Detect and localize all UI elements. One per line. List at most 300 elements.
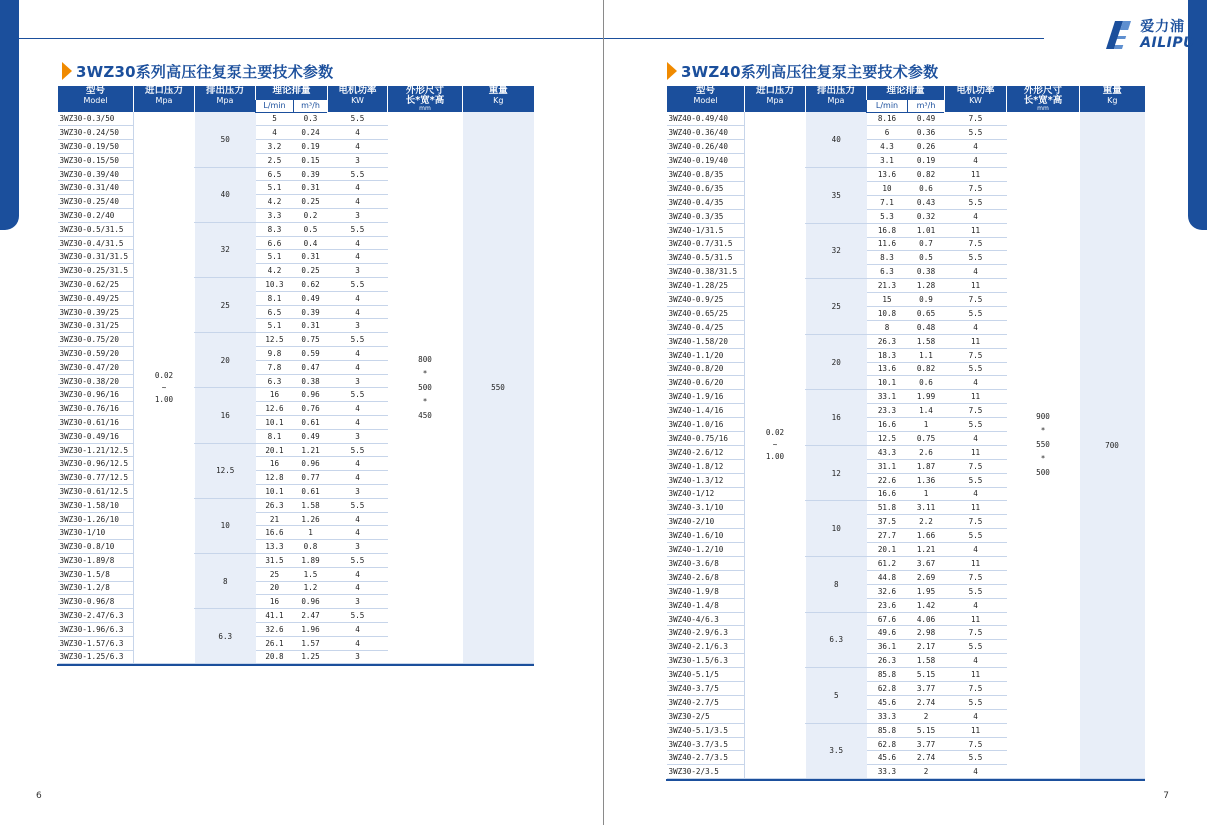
model-cell: 3WZ40-5.1/3.5: [667, 723, 745, 737]
power-cell: 11: [945, 501, 1007, 515]
power-cell: 5.5: [328, 278, 388, 292]
flow-m3h-cell: 1.58: [908, 654, 945, 668]
model-cell: 3WZ30-0.31/25: [58, 319, 134, 333]
model-cell: 3WZ40-2.6/12: [667, 445, 745, 459]
flow-lmin-cell: 49.6: [867, 626, 908, 640]
power-cell: 4: [945, 487, 1007, 501]
flow-lmin-cell: 26.3: [867, 654, 908, 668]
power-cell: 5.5: [328, 443, 388, 457]
inlet-pressure-line: ~: [161, 382, 167, 392]
model-cell: 3WZ30-1.2/8: [58, 581, 134, 595]
power-cell: 7.5: [945, 737, 1007, 751]
model-cell: 3WZ40-1.4/16: [667, 404, 745, 418]
power-cell: 4: [945, 598, 1007, 612]
power-cell: 4: [328, 291, 388, 305]
col-power-cn: 电机功率: [956, 85, 995, 96]
flow-m3h-cell: 1: [294, 526, 328, 540]
outlet-pressure-cell: 35: [806, 168, 867, 224]
power-cell: 7.5: [945, 626, 1007, 640]
model-cell: 3WZ30-0.61/12.5: [58, 485, 134, 499]
outlet-pressure-cell: 6.3: [806, 612, 867, 668]
power-cell: 5.5: [945, 584, 1007, 598]
flow-lmin-cell: 4: [256, 126, 294, 140]
flow-m3h-cell: 0.25: [294, 264, 328, 278]
flow-m3h-cell: 3.77: [908, 737, 945, 751]
model-cell: 3WZ30-2/5: [667, 709, 745, 723]
flow-m3h-cell: 0.62: [294, 278, 328, 292]
model-cell: 3WZ30-1.96/6.3: [58, 622, 134, 636]
power-cell: 3: [328, 485, 388, 499]
flow-m3h-cell: 1.89: [294, 554, 328, 568]
model-cell: 3WZ40-0.36/40: [667, 126, 745, 140]
inlet-pressure-line: 0.02: [765, 428, 785, 438]
power-cell: 4: [328, 347, 388, 361]
flow-lmin-cell: 26.3: [867, 334, 908, 348]
flow-lmin-cell: 10.1: [256, 416, 294, 430]
flow-lmin-cell: 25: [256, 567, 294, 581]
outlet-pressure-cell: 16: [195, 388, 256, 443]
power-cell: 7.5: [945, 112, 1007, 126]
power-cell: 5.5: [945, 195, 1007, 209]
flow-m3h-cell: 1: [908, 487, 945, 501]
power-cell: 11: [945, 279, 1007, 293]
power-cell: 4: [328, 581, 388, 595]
flow-lmin-cell: 6.5: [256, 305, 294, 319]
model-cell: 3WZ40-0.6/35: [667, 181, 745, 195]
col-flow-lmin: L/min: [867, 99, 908, 112]
flow-m3h-cell: 0.38: [908, 265, 945, 279]
power-cell: 5.5: [945, 751, 1007, 765]
flow-m3h-cell: 0.77: [294, 471, 328, 485]
flow-lmin-cell: 13.6: [867, 168, 908, 182]
flow-lmin-cell: 45.6: [867, 695, 908, 709]
flow-lmin-cell: 5.1: [256, 181, 294, 195]
flow-m3h-cell: 1.01: [908, 223, 945, 237]
flow-m3h-cell: 3.11: [908, 501, 945, 515]
flow-m3h-cell: 3.67: [908, 557, 945, 571]
flow-lmin-cell: 6.6: [256, 236, 294, 250]
flow-lmin-cell: 31.5: [256, 554, 294, 568]
col-dimensions-cn: 外形尺寸: [406, 85, 445, 96]
power-cell: 5.5: [945, 418, 1007, 432]
model-cell: 3WZ40-3.7/5: [667, 682, 745, 696]
model-cell: 3WZ30-0.8/10: [58, 540, 134, 554]
col-power: [328, 86, 388, 112]
table-row: [58, 112, 534, 126]
col-model: [667, 86, 745, 112]
flow-m3h-cell: 0.31: [294, 250, 328, 264]
model-cell: 3WZ40-0.4/35: [667, 195, 745, 209]
flow-m3h-cell: 0.48: [908, 320, 945, 334]
model-cell: 3WZ40-0.49/40: [667, 112, 745, 126]
model-cell: 3WZ40-0.7/31.5: [667, 237, 745, 251]
outlet-pressure-cell: 25: [806, 279, 867, 335]
flow-lmin-cell: 5.3: [867, 209, 908, 223]
flow-m3h-cell: 0.43: [908, 195, 945, 209]
power-cell: 5.5: [945, 251, 1007, 265]
col-flow-lmin: L/min: [256, 99, 294, 112]
flow-lmin-cell: 45.6: [867, 751, 908, 765]
weight-cell: 700: [1080, 112, 1145, 779]
outlet-pressure-cell: 8: [806, 557, 867, 613]
power-cell: 4: [945, 543, 1007, 557]
flow-m3h-cell: 0.49: [294, 429, 328, 443]
col-power-unit: KW: [351, 96, 364, 105]
flow-m3h-cell: 1.25: [294, 650, 328, 664]
side-tab: [0, 0, 19, 230]
flow-lmin-cell: 26.1: [256, 636, 294, 650]
flow-lmin-cell: 8.1: [256, 291, 294, 305]
flow-lmin-cell: 21: [256, 512, 294, 526]
inlet-pressure-line: 1.00: [765, 452, 785, 462]
flow-m3h-cell: 1.96: [294, 622, 328, 636]
flow-m3h-cell: 5.15: [908, 723, 945, 737]
power-cell: 3: [328, 595, 388, 609]
power-cell: 4: [328, 140, 388, 154]
power-cell: 7.5: [945, 404, 1007, 418]
flow-lmin-cell: 8.3: [256, 222, 294, 236]
col-dimensions: [388, 86, 463, 112]
flow-m3h-cell: 0.96: [294, 595, 328, 609]
model-cell: 3WZ30-1.89/8: [58, 554, 134, 568]
power-cell: 4: [328, 195, 388, 209]
power-cell: 4: [945, 320, 1007, 334]
outlet-pressure-cell: 12: [806, 445, 867, 501]
col-weight: [463, 86, 534, 112]
table-row: [667, 112, 1145, 126]
dimensions-line: 900: [1036, 412, 1050, 422]
flow-m3h-cell: 0.4: [294, 236, 328, 250]
flow-m3h-cell: 0.5: [294, 222, 328, 236]
model-cell: 3WZ30-0.38/20: [58, 374, 134, 388]
flow-m3h-cell: 1.87: [908, 459, 945, 473]
model-cell: 3WZ30-0.5/31.5: [58, 222, 134, 236]
power-cell: 4: [328, 567, 388, 581]
power-cell: 4: [945, 431, 1007, 445]
outlet-pressure-cell: 25: [195, 278, 256, 333]
col-dimensions-unit: mm: [1037, 105, 1049, 112]
model-cell: 3WZ40-0.19/40: [667, 154, 745, 168]
col-power-cn: 电机功率: [338, 85, 377, 96]
model-cell: 3WZ30-0.4/31.5: [58, 236, 134, 250]
flow-m3h-cell: 0.6: [908, 181, 945, 195]
flow-m3h-cell: 2.74: [908, 695, 945, 709]
col-flow: 理论排量: [867, 86, 945, 99]
model-cell: 3WZ30-0.77/12.5: [58, 471, 134, 485]
col-inlet-pressure-cn: 进口压力: [755, 85, 794, 96]
col-weight-unit: Kg: [1107, 96, 1118, 105]
power-cell: 4: [945, 654, 1007, 668]
flow-m3h-cell: 3.77: [908, 682, 945, 696]
flow-lmin-cell: 3.2: [256, 140, 294, 154]
col-flow-m3h: m³/h: [294, 99, 328, 112]
power-cell: 7.5: [945, 293, 1007, 307]
flow-lmin-cell: 5.1: [256, 250, 294, 264]
flow-m3h-cell: 1.5: [294, 567, 328, 581]
flow-lmin-cell: 22.6: [867, 473, 908, 487]
flow-m3h-cell: 0.75: [908, 431, 945, 445]
header-row: [667, 86, 1145, 99]
col-dimensions-cn: 外形尺寸: [1024, 85, 1063, 96]
flow-m3h-cell: 1: [908, 418, 945, 432]
flow-lmin-cell: 3.1: [867, 154, 908, 168]
model-cell: 3WZ40-1.8/12: [667, 459, 745, 473]
model-cell: 3WZ40-0.6/20: [667, 376, 745, 390]
flow-lmin-cell: 6.3: [867, 265, 908, 279]
model-cell: 3WZ40-1.0/16: [667, 418, 745, 432]
model-cell: 3WZ30-2/3.5: [667, 765, 745, 779]
model-cell: 3WZ30-1.5/6.3: [667, 654, 745, 668]
power-cell: 11: [945, 445, 1007, 459]
model-cell: 3WZ40-2.9/6.3: [667, 626, 745, 640]
dimensions-line: *: [1040, 426, 1046, 436]
flow-m3h-cell: 0.61: [294, 485, 328, 499]
power-cell: 7.5: [945, 348, 1007, 362]
power-cell: 5.5: [328, 554, 388, 568]
right-page: [604, 0, 1207, 825]
flow-lmin-cell: 33.3: [867, 709, 908, 723]
power-cell: 3: [328, 650, 388, 664]
flow-m3h-cell: 1.1: [908, 348, 945, 362]
power-cell: 5.5: [945, 529, 1007, 543]
flow-m3h-cell: 1.58: [294, 498, 328, 512]
flow-m3h-cell: 0.19: [294, 140, 328, 154]
table-bottom-rule: [666, 779, 1145, 781]
inlet-pressure-cell: [134, 112, 195, 664]
model-cell: 3WZ40-3.7/3.5: [667, 737, 745, 751]
power-cell: 5.5: [945, 473, 1007, 487]
flow-lmin-cell: 16: [256, 457, 294, 471]
power-cell: 11: [945, 334, 1007, 348]
col-dimensions: [1007, 86, 1080, 112]
flow-m3h-cell: 2.47: [294, 609, 328, 623]
dimensions-line: 500: [1036, 468, 1050, 478]
flow-m3h-cell: 0.31: [294, 181, 328, 195]
flow-m3h-cell: 0.19: [908, 154, 945, 168]
power-cell: 5.5: [945, 306, 1007, 320]
flow-lmin-cell: 67.6: [867, 612, 908, 626]
flow-m3h-cell: 0.96: [294, 457, 328, 471]
model-cell: 3WZ40-0.8/20: [667, 362, 745, 376]
flow-lmin-cell: 6.5: [256, 167, 294, 181]
flow-m3h-cell: 0.31: [294, 319, 328, 333]
model-cell: 3WZ40-2/10: [667, 515, 745, 529]
flow-lmin-cell: 62.8: [867, 737, 908, 751]
flow-lmin-cell: 20.1: [867, 543, 908, 557]
col-inlet-pressure-unit: Mpa: [766, 96, 784, 105]
col-model: [58, 86, 134, 112]
col-outlet-pressure: [806, 86, 867, 112]
model-cell: 3WZ30-0.59/20: [58, 347, 134, 361]
power-cell: 4: [328, 416, 388, 430]
model-cell: 3WZ30-0.2/40: [58, 209, 134, 223]
power-cell: 4: [328, 360, 388, 374]
power-cell: 4: [328, 305, 388, 319]
section-title: [667, 60, 938, 82]
flow-lmin-cell: 10.8: [867, 306, 908, 320]
flow-lmin-cell: 7.8: [256, 360, 294, 374]
model-cell: 3WZ40-1.58/20: [667, 334, 745, 348]
power-cell: 11: [945, 612, 1007, 626]
dimensions-line: 450: [418, 410, 432, 420]
flow-m3h-cell: 0.49: [908, 112, 945, 126]
power-cell: 4: [945, 376, 1007, 390]
col-weight-cn: 重量: [1102, 85, 1122, 96]
flow-m3h-cell: 1.4: [908, 404, 945, 418]
power-cell: 11: [945, 168, 1007, 182]
dimensions-cell: [1007, 112, 1080, 779]
flow-lmin-cell: 16.6: [867, 418, 908, 432]
model-cell: 3WZ40-0.75/16: [667, 431, 745, 445]
power-cell: 7.5: [945, 459, 1007, 473]
model-cell: 3WZ40-1.2/10: [667, 543, 745, 557]
flow-m3h-cell: 0.15: [294, 153, 328, 167]
col-inlet-pressure-unit: Mpa: [155, 96, 173, 105]
flow-lmin-cell: 32.6: [256, 622, 294, 636]
section-title-text: 3WZ30系列高压往复泵主要技术参数: [76, 62, 334, 81]
col-weight-cn: 重量: [488, 85, 508, 96]
flow-m3h-cell: 1.66: [908, 529, 945, 543]
model-cell: 3WZ30-0.39/25: [58, 305, 134, 319]
power-cell: 5.5: [328, 167, 388, 181]
model-cell: 3WZ30-0.39/40: [58, 167, 134, 181]
power-cell: 3: [328, 540, 388, 554]
model-cell: 3WZ40-1.9/8: [667, 584, 745, 598]
model-cell: 3WZ40-0.5/31.5: [667, 251, 745, 265]
flow-lmin-cell: 4.2: [256, 264, 294, 278]
weight-cell: 550: [463, 112, 534, 664]
outlet-pressure-cell: 5: [806, 668, 867, 724]
flow-lmin-cell: 11.6: [867, 237, 908, 251]
flow-lmin-cell: 44.8: [867, 570, 908, 584]
flow-m3h-cell: 0.2: [294, 209, 328, 223]
power-cell: 7.5: [945, 515, 1007, 529]
power-cell: 4: [328, 250, 388, 264]
flow-lmin-cell: 37.5: [867, 515, 908, 529]
power-cell: 4: [945, 709, 1007, 723]
power-cell: 4: [945, 209, 1007, 223]
model-cell: 3WZ30-0.25/31.5: [58, 264, 134, 278]
flow-lmin-cell: 21.3: [867, 279, 908, 293]
power-cell: 5.5: [328, 333, 388, 347]
power-cell: 4: [328, 622, 388, 636]
brand-logo: [1106, 20, 1195, 50]
flow-m3h-cell: 1.58: [908, 334, 945, 348]
flow-m3h-cell: 0.49: [294, 291, 328, 305]
outlet-pressure-cell: 3.5: [806, 723, 867, 779]
flow-lmin-cell: 20: [256, 581, 294, 595]
outlet-pressure-cell: 6.3: [195, 609, 256, 664]
model-cell: 3WZ30-0.96/8: [58, 595, 134, 609]
header-row: [58, 86, 534, 99]
power-cell: 3: [328, 429, 388, 443]
flow-lmin-cell: 16.8: [867, 223, 908, 237]
orange-arrow-icon: [667, 62, 677, 80]
power-cell: 4: [328, 526, 388, 540]
flow-m3h-cell: 0.38: [294, 374, 328, 388]
orange-arrow-icon: [62, 62, 72, 80]
flow-m3h-cell: 2.6: [908, 445, 945, 459]
power-cell: 4: [328, 457, 388, 471]
flow-m3h-cell: 1.2: [294, 581, 328, 595]
power-cell: 4: [328, 471, 388, 485]
brand-name-en: AILIPU: [1140, 35, 1195, 51]
model-cell: 3WZ40-0.8/35: [667, 168, 745, 182]
flow-lmin-cell: 13.3: [256, 540, 294, 554]
power-cell: 5.5: [328, 112, 388, 126]
ailipu-logo-icon: [1106, 21, 1136, 49]
power-cell: 5.5: [328, 609, 388, 623]
flow-lmin-cell: 7.1: [867, 195, 908, 209]
spec-table-3wz30: [57, 86, 534, 664]
power-cell: 7.5: [945, 570, 1007, 584]
flow-m3h-cell: 0.5: [908, 251, 945, 265]
power-cell: 5.5: [945, 695, 1007, 709]
flow-lmin-cell: 41.1: [256, 609, 294, 623]
power-cell: 4: [328, 126, 388, 140]
flow-m3h-cell: 0.59: [294, 347, 328, 361]
outlet-pressure-cell: 20: [195, 333, 256, 388]
flow-lmin-cell: 16.6: [867, 487, 908, 501]
flow-m3h-cell: 0.32: [908, 209, 945, 223]
power-cell: 3: [328, 209, 388, 223]
flow-lmin-cell: 20.8: [256, 650, 294, 664]
flow-m3h-cell: 1.57: [294, 636, 328, 650]
col-outlet-pressure: [195, 86, 256, 112]
model-cell: 3WZ40-1.4/8: [667, 598, 745, 612]
power-cell: 3: [328, 153, 388, 167]
model-cell: 3WZ30-0.24/50: [58, 126, 134, 140]
flow-lmin-cell: 61.2: [867, 557, 908, 571]
flow-lmin-cell: 8.16: [867, 112, 908, 126]
flow-m3h-cell: 5.15: [908, 668, 945, 682]
dimensions-line: 500: [418, 382, 432, 392]
outlet-pressure-cell: 16: [806, 390, 867, 446]
flow-lmin-cell: 27.7: [867, 529, 908, 543]
power-cell: 4: [945, 154, 1007, 168]
model-cell: 3WZ30-0.31/40: [58, 181, 134, 195]
model-cell: 3WZ30-1.57/6.3: [58, 636, 134, 650]
model-cell: 3WZ30-1.25/6.3: [58, 650, 134, 664]
flow-lmin-cell: 32.6: [867, 584, 908, 598]
power-cell: 4: [945, 140, 1007, 154]
model-cell: 3WZ40-1.28/25: [667, 279, 745, 293]
model-cell: 3WZ30-0.25/40: [58, 195, 134, 209]
col-model-unit: Model: [83, 96, 108, 105]
flow-lmin-cell: 6: [867, 126, 908, 140]
dimensions-line: *: [1040, 454, 1046, 464]
flow-m3h-cell: 1.21: [294, 443, 328, 457]
flow-m3h-cell: 2: [908, 765, 945, 779]
dimensions-line: *: [422, 368, 428, 378]
model-cell: 3WZ40-4/6.3: [667, 612, 745, 626]
outlet-pressure-cell: 40: [806, 112, 867, 168]
flow-m3h-cell: 1.42: [908, 598, 945, 612]
col-outlet-pressure-cn: 排出压力: [205, 85, 244, 96]
header-rule: [604, 38, 1044, 39]
outlet-pressure-cell: 50: [195, 112, 256, 167]
model-cell: 3WZ30-2.47/6.3: [58, 609, 134, 623]
page-number: 7: [1163, 791, 1169, 801]
col-dimensions-lwh: 长*宽*高: [1023, 95, 1063, 106]
flow-m3h-cell: 0.39: [294, 167, 328, 181]
flow-lmin-cell: 31.1: [867, 459, 908, 473]
brand-name-cn: 爱力浦: [1140, 19, 1186, 35]
col-dimensions-unit: mm: [419, 105, 431, 112]
outlet-pressure-cell: 32: [195, 222, 256, 277]
flow-lmin-cell: 10.1: [867, 376, 908, 390]
power-cell: 5.5: [945, 640, 1007, 654]
